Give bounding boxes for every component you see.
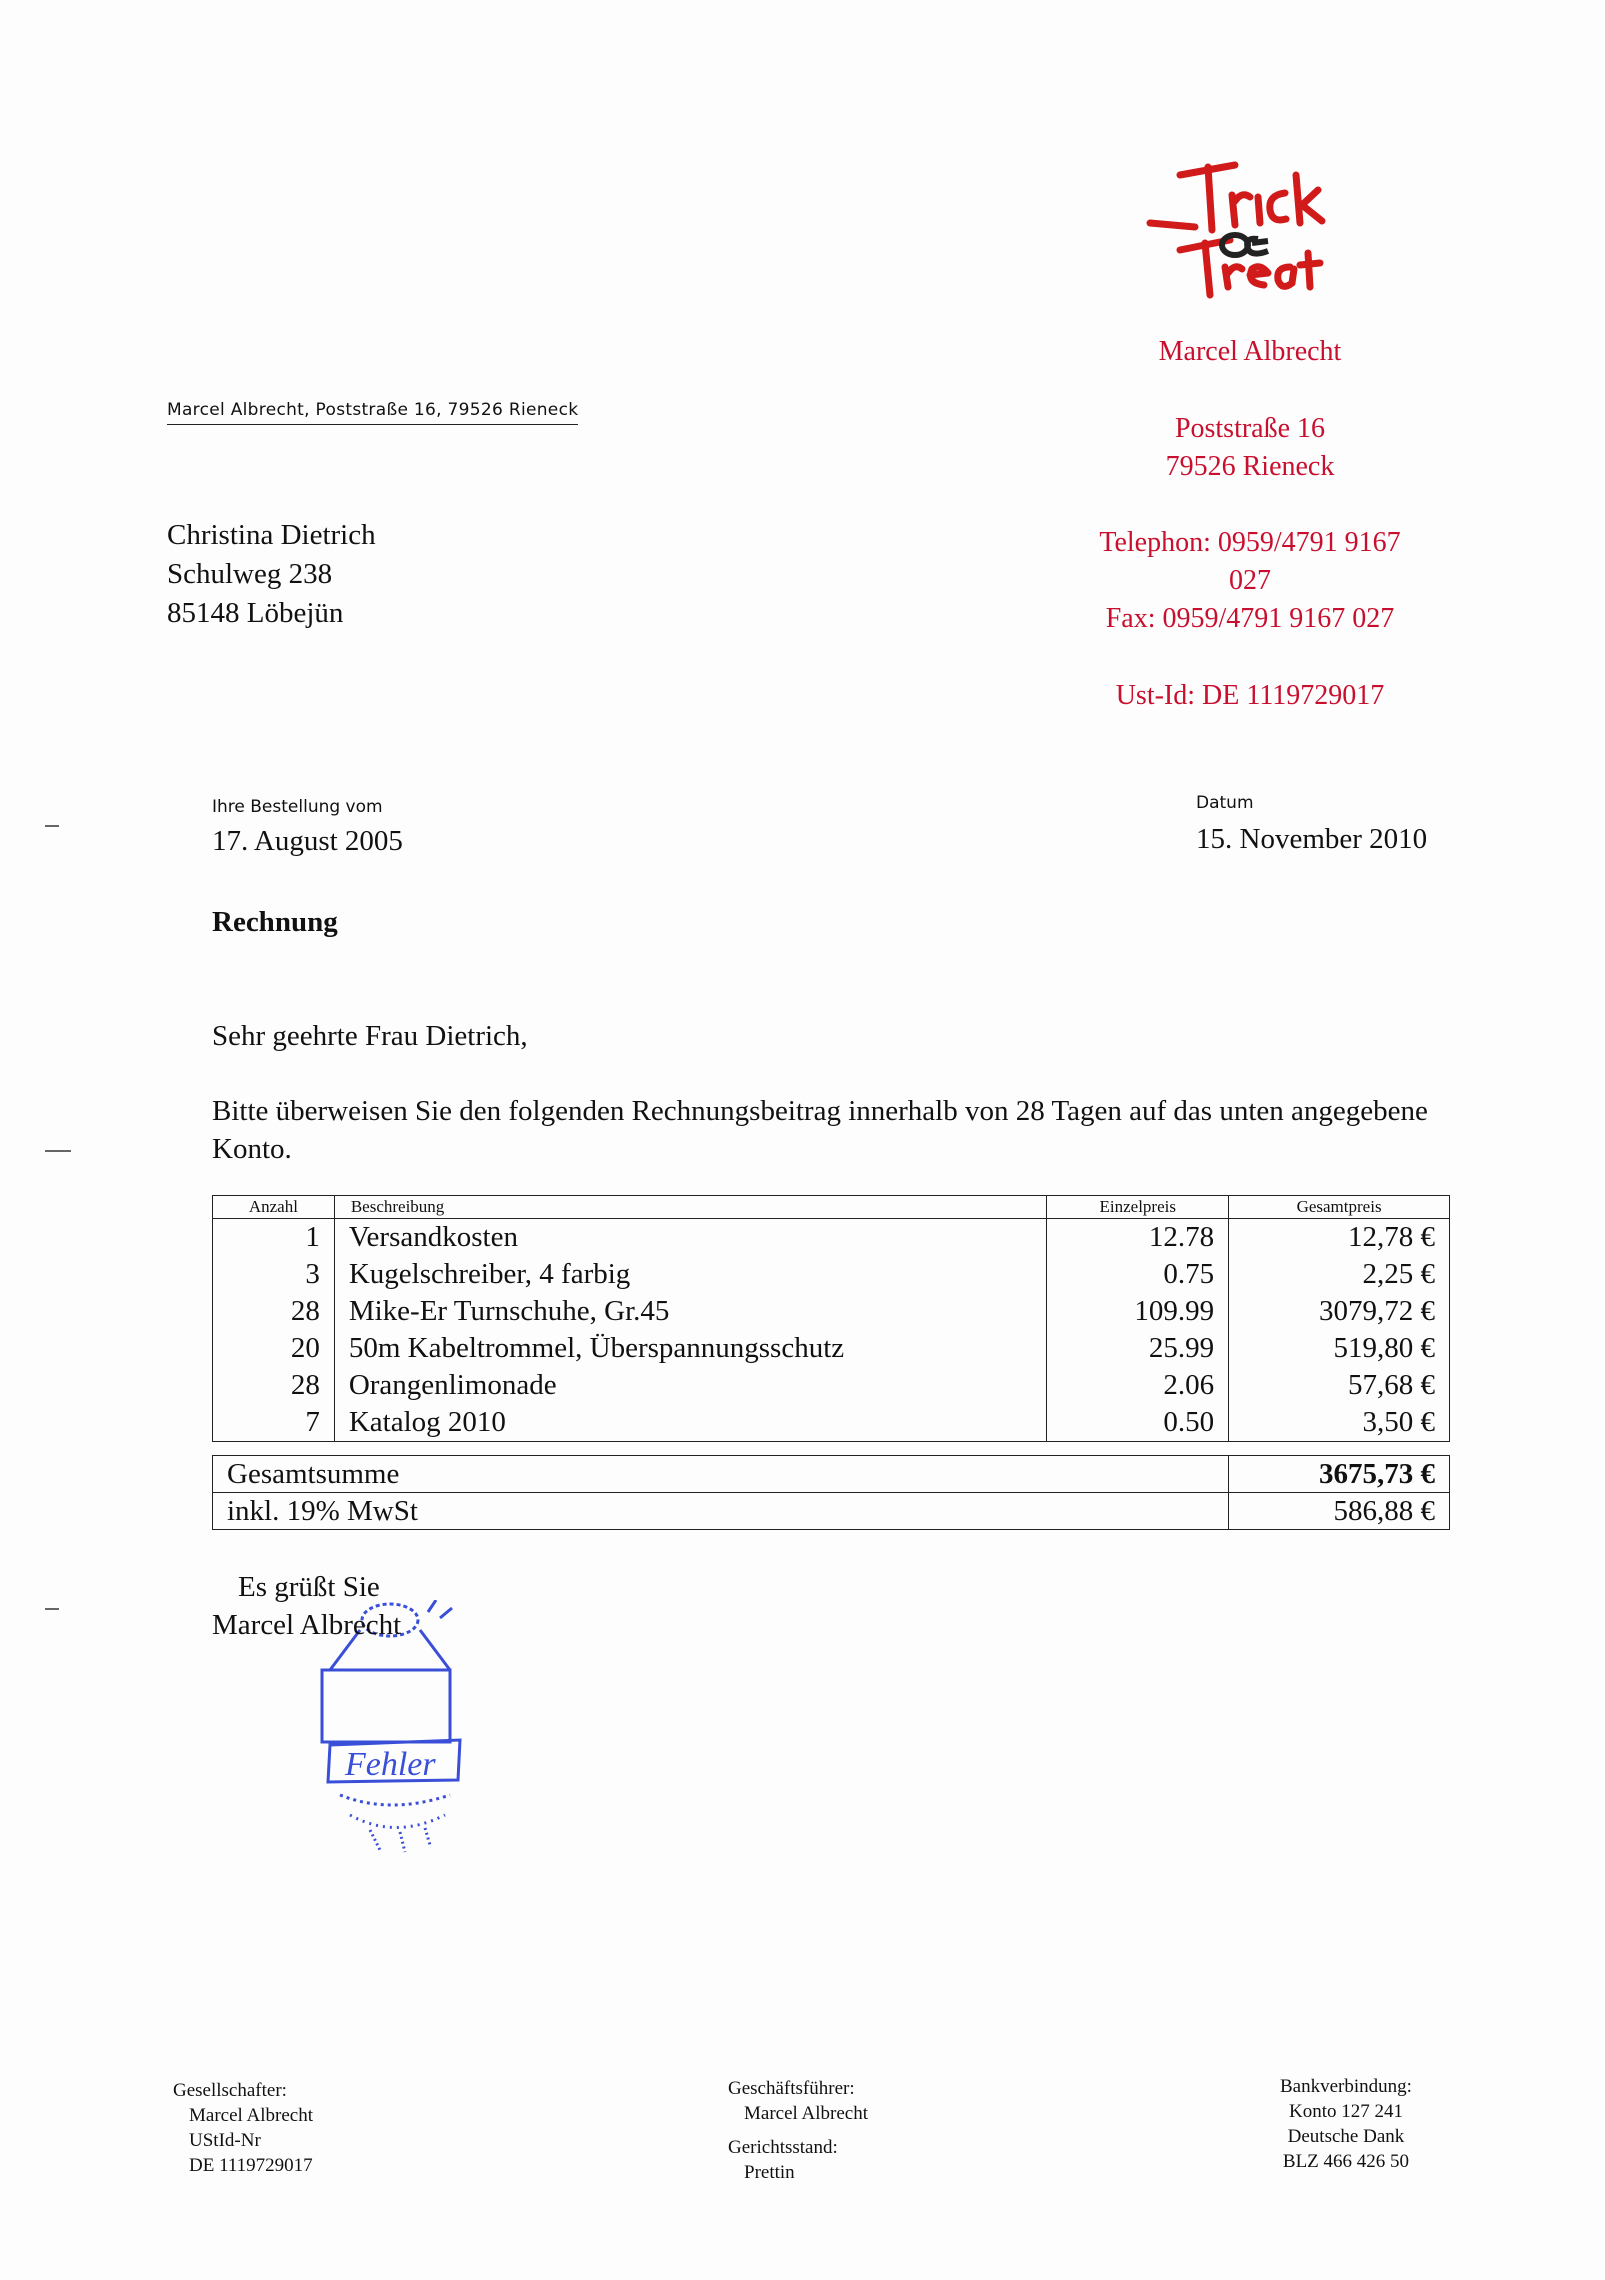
row-total: 3,50 € — [1229, 1404, 1450, 1442]
sender-return-address: Marcel Albrecht, Poststraße 16, 79526 Rieneck — [167, 400, 578, 425]
footer-court: Prettin — [744, 2162, 795, 2183]
company-name: Marcel Albrecht — [1158, 336, 1342, 367]
company-vat-id: Ust-Id: DE 1119729017 — [1115, 680, 1385, 711]
row-description: 50m Kabeltrommel, Überspannungsschutz — [334, 1330, 1047, 1367]
company-fax: Fax: 0959/4791 9167 027 — [1105, 603, 1395, 634]
footer-management-name: Marcel Albrecht — [744, 2103, 868, 2124]
row-total: 57,68 € — [1229, 1367, 1450, 1404]
order-date-label: Ihre Bestellung vom — [212, 797, 383, 817]
closing — [212, 1568, 401, 1644]
recipient-city: 85148 Löbejün — [167, 597, 344, 629]
body-text: Bitte überweisen Sie den folgenden Rechnungsbeitrag innerhalb von 28 Tagen auf das unten angegebene Konto. — [212, 1095, 1428, 1165]
row-quantity: 3 — [213, 1256, 335, 1293]
date-label: Datum — [1196, 793, 1254, 813]
company-phone: Telephon: 0959/4791 9167 — [1099, 527, 1401, 558]
totals-table — [212, 1455, 1450, 1530]
footer-management — [728, 2076, 868, 2185]
row-total: 3079,72 € — [1229, 1293, 1450, 1330]
table-row — [213, 1367, 1450, 1404]
recipient-name: Christina Dietrich — [167, 519, 376, 551]
row-quantity: 20 — [213, 1330, 335, 1367]
scan-mark — [45, 1608, 59, 1610]
footer-court-title: Gerichtsstand: — [728, 2137, 838, 2158]
footer-bank-name: Deutsche Dank — [1287, 2126, 1405, 2147]
document-title: Rechnung — [212, 906, 338, 938]
row-unit-price: 2.06 — [1047, 1367, 1229, 1404]
footer-bank-code: BLZ 466 426 50 — [1282, 2151, 1410, 2172]
tax-label: inkl. 19% MwSt — [213, 1493, 1229, 1530]
recipient-street: Schulweg 238 — [167, 558, 333, 590]
order-date: 17. August 2005 — [212, 825, 403, 857]
scan-mark — [45, 825, 59, 827]
items-table — [212, 1195, 1450, 1442]
signature-name: Marcel Albrecht — [212, 1609, 402, 1641]
header-unit-price: Einzelpreis — [1047, 1196, 1229, 1219]
footer-bank — [1280, 2074, 1412, 2174]
header-total-price: Gesamtpreis — [1229, 1196, 1450, 1219]
table-row — [213, 1293, 1450, 1330]
footer-bank-title: Bankverbindung: — [1280, 2076, 1412, 2097]
stamp-text: Fehler — [345, 1746, 436, 1783]
company-logo — [1140, 135, 1350, 305]
company-street: Poststraße 16 — [1174, 413, 1326, 444]
table-row — [213, 1219, 1450, 1257]
row-description: Versandkosten — [334, 1219, 1047, 1257]
tax-row — [213, 1493, 1450, 1530]
row-description: Orangenlimonade — [334, 1367, 1047, 1404]
row-description: Kugelschreiber, 4 farbig — [334, 1256, 1047, 1293]
table-row — [213, 1256, 1450, 1293]
footer-vat-label: UStId-Nr — [189, 2130, 261, 2151]
total-label: Gesamtsumme — [213, 1456, 1229, 1493]
tax-value: 586,88 € — [1229, 1493, 1450, 1530]
table-row — [213, 1404, 1450, 1442]
footer-bank-account: Konto 127 241 — [1288, 2101, 1403, 2122]
footer-partners — [173, 2078, 313, 2178]
table-header-row — [213, 1196, 1450, 1219]
footer-vat-id: DE 1119729017 — [189, 2155, 313, 2176]
row-description: Katalog 2010 — [334, 1404, 1047, 1442]
row-quantity: 28 — [213, 1367, 335, 1404]
row-description: Mike-Er Turnschuhe, Gr.45 — [334, 1293, 1047, 1330]
row-total: 519,80 € — [1229, 1330, 1450, 1367]
row-unit-price: 109.99 — [1047, 1293, 1229, 1330]
header-quantity: Anzahl — [213, 1196, 335, 1219]
invoice-date: 15. November 2010 — [1196, 823, 1428, 855]
row-unit-price: 0.50 — [1047, 1404, 1229, 1442]
total-row — [213, 1456, 1450, 1493]
footer-partners-name: Marcel Albrecht — [189, 2105, 313, 2126]
scan-mark — [45, 1150, 71, 1152]
company-phone-cont: 027 — [1229, 565, 1271, 596]
row-unit-price: 0.75 — [1047, 1256, 1229, 1293]
row-quantity: 1 — [213, 1219, 335, 1257]
row-total: 2,25 € — [1229, 1256, 1450, 1293]
row-unit-price: 12.78 — [1047, 1219, 1229, 1257]
row-total: 12,78 € — [1229, 1219, 1450, 1257]
row-quantity: 7 — [213, 1404, 335, 1442]
table-row — [213, 1330, 1450, 1367]
footer-partners-title: Gesellschafter: — [173, 2080, 287, 2101]
row-unit-price: 25.99 — [1047, 1330, 1229, 1367]
closing-line: Es grüßt Sie — [238, 1571, 380, 1603]
company-city: 79526 Rieneck — [1165, 451, 1335, 482]
footer-management-title: Geschäftsführer: — [728, 2078, 855, 2099]
greeting: Sehr geehrte Frau Dietrich, — [212, 1020, 528, 1052]
row-quantity: 28 — [213, 1293, 335, 1330]
total-value: 3675,73 € — [1229, 1456, 1450, 1493]
header-description: Beschreibung — [334, 1196, 1047, 1219]
